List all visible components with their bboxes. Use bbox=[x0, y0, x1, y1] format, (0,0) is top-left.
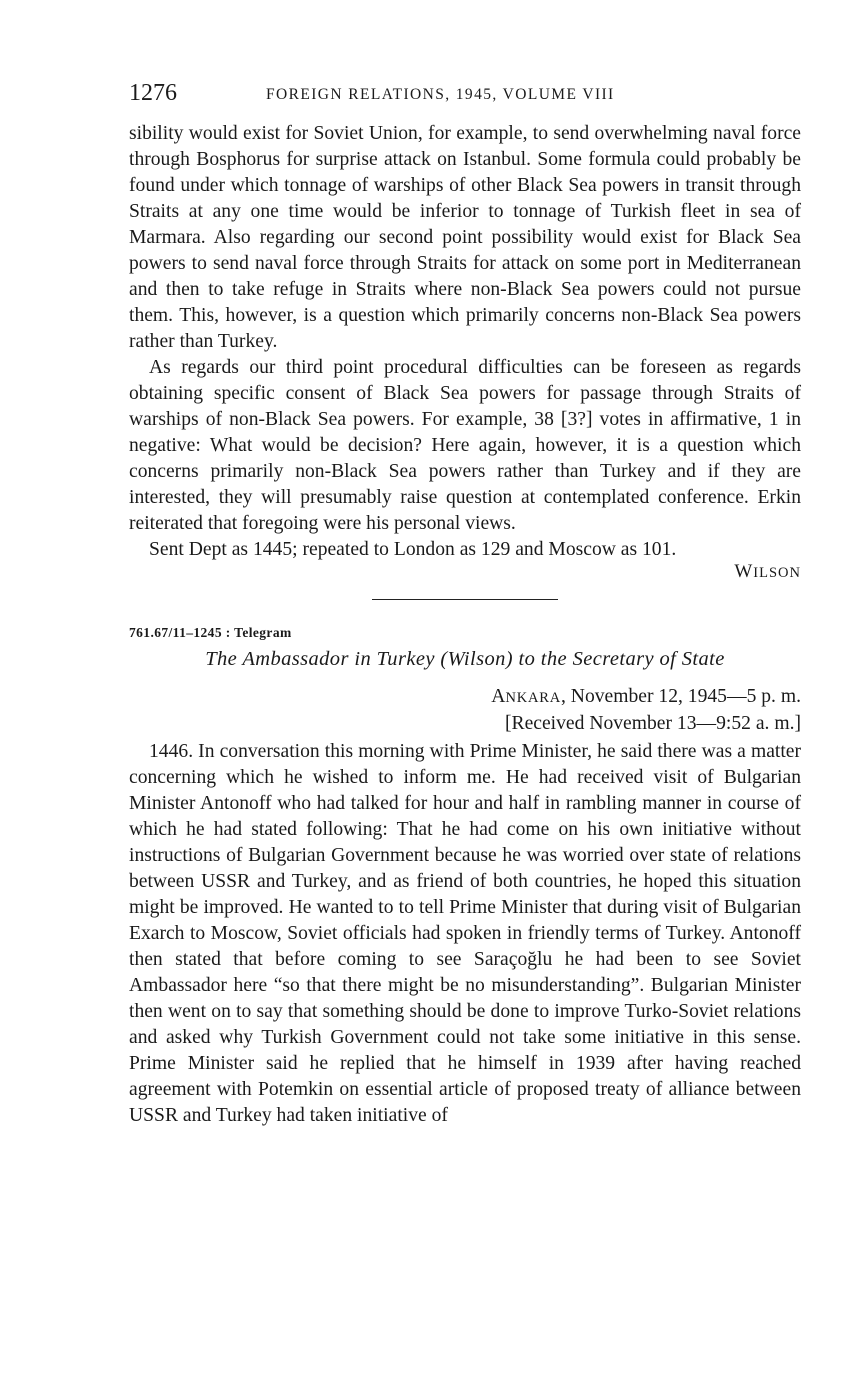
signature-rest: ILSON bbox=[753, 565, 801, 581]
running-head: FOREIGN RELATIONS, 1945, VOLUME VIII bbox=[266, 86, 615, 103]
place-rest: NKARA bbox=[505, 690, 561, 706]
telegram-body: 1446. In conversation this morning with Prime Minister, he said there was a matter concerning which he wished to inform me. He had received visit of Bulgarian Minister Antonoff who had talked for hour and half in rambling manner in course of which he had stated following: That he had come on his own initiative without instructions of Bulgarian Government because he was worried over state of relations between USSR and Turkey, and as friend of both countries, he hoped this situation might be improved. He wanted to to tell Prime Minister that during visit of Bulgarian Exarch to Moscow, Soviet officials had spoken in friendly terms of Turkey. Antonoff then stated that before coming to see Saraçoğlu he had been to see Soviet Ambassador here “so that there might be no misunderstanding”. Bulgarian Minister then went on to say that something should be done to improve Turko-Soviet relations and asked why Turkish Government could not take some initiative in this sense. Prime Minister said he replied that he himself in 1939 after having reached agreement with Potemkin on essential article of proposed treaty of alliance between USSR and Turkey had taken initiative of bbox=[129, 741, 801, 1126]
page-number: 1276 bbox=[129, 80, 177, 106]
page-header bbox=[129, 78, 801, 114]
paragraph-distribution: Sent Dept as 1445; repeated to London as 129 and Moscow as 101. bbox=[149, 539, 677, 560]
date-sent-line bbox=[129, 684, 801, 711]
signature bbox=[129, 561, 801, 584]
telegram-text bbox=[129, 739, 801, 1129]
continued-paragraph: sibility would exist for Soviet Union, for example, to send overwhelming naval force through Bosphorus for surprise attack on Istanbul. Some formula could probably be found under which tonnage of warships of other Black Sea powers in transit through Straits at any one time would be inferior to tonnage of Turkish fleet in sea of Marmara. Also regarding our second point possibility would exist for Black Sea powers to send naval force through Straits for attack on some port in Mediterranean and then to take refuge in Straits where non-Black Sea powers could not pursue them. This, however, is a question which primarily concerns non-Black Sea powers rather than Turkey. bbox=[129, 123, 801, 352]
paragraph-third-point: As regards our third point procedural difficulties can be foreseen as regards obtaining specific consent of Black Sea powers for passage through Straits of warships of non-Black Sea powers. For example, 38 [3?] votes in affirmative, 1 in negative: What would be decision? Here again, however, it is a question which concerns primarily non-Black Sea powers rather than Turkey and if they are interested, they will presumably raise question at contemplated conference. Erkin reiterated that foregoing were his personal views. bbox=[129, 357, 801, 534]
document-page bbox=[129, 78, 801, 1129]
date-sent: , November 12, 1945—5 p. m. bbox=[561, 686, 801, 707]
file-reference: 761.67/11–1245 : Telegram bbox=[129, 625, 292, 640]
document-title: The Ambassador in Turkey (Wilson) to the Secretary of State bbox=[205, 648, 725, 670]
section-divider bbox=[372, 599, 558, 600]
date-received: [Received November 13—9:52 a. m.] bbox=[505, 713, 801, 734]
place-initial: A bbox=[491, 686, 506, 707]
previous-document-text bbox=[129, 121, 801, 563]
signature-initial: W bbox=[734, 561, 754, 582]
dateline bbox=[129, 684, 801, 737]
